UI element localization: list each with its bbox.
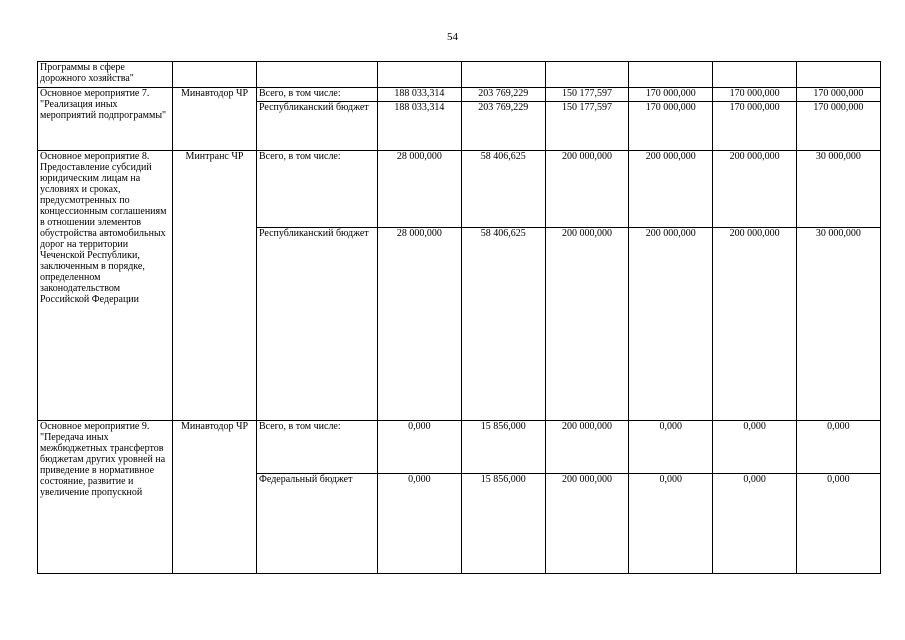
value-cell: 188 033,314 — [378, 102, 462, 151]
value-cell: 200 000,000 — [545, 474, 629, 574]
value-cell: 150 177,597 — [545, 102, 629, 151]
value-cell: 200 000,000 — [629, 151, 713, 228]
activity-name-cell: Основное мероприятие 8. Предоставление субсидий юридическим лицам на условиях и сроках, предусмотренных по концессионным соглашениям в отношении элементов обустройства автомобильных дорог на территории Чеченской Республики, заключенным в порядке, определенном законодательством Российской Федерации — [38, 151, 173, 421]
executor-cell — [173, 62, 257, 88]
value-cell: 200 000,000 — [629, 228, 713, 421]
value-cell: 170 000,000 — [796, 102, 880, 151]
value-cell: 58 406,625 — [461, 151, 545, 228]
value-cell: 0,000 — [713, 421, 797, 474]
value-cell: 170 000,000 — [796, 88, 880, 102]
value-cell: 15 856,000 — [461, 474, 545, 574]
funding-source-cell: Республиканский бюджет — [257, 102, 378, 151]
value-cell: 170 000,000 — [713, 102, 797, 151]
value-cell: 30 000,000 — [796, 151, 880, 228]
value-cell — [378, 62, 462, 88]
page-number: 54 — [447, 31, 458, 43]
value-cell — [796, 62, 880, 88]
funding-source-cell: Республиканский бюджет — [257, 228, 378, 421]
budget-table — [37, 61, 881, 574]
value-cell — [461, 62, 545, 88]
value-cell: 28 000,000 — [378, 151, 462, 228]
value-cell — [713, 62, 797, 88]
value-cell: 0,000 — [629, 474, 713, 574]
value-cell: 203 769,229 — [461, 102, 545, 151]
table-row — [38, 421, 881, 474]
table-row — [38, 62, 881, 88]
executor-cell: Минавтодор ЧР — [173, 421, 257, 574]
value-cell: 200 000,000 — [545, 421, 629, 474]
funding-source-cell: Всего, в том числе: — [257, 421, 378, 474]
value-cell — [545, 62, 629, 88]
value-cell: 200 000,000 — [545, 151, 629, 228]
value-cell: 0,000 — [796, 421, 880, 474]
value-cell: 28 000,000 — [378, 228, 462, 421]
funding-source-cell: Федеральный бюджет — [257, 474, 378, 574]
value-cell: 150 177,597 — [545, 88, 629, 102]
value-cell — [629, 62, 713, 88]
value-cell: 15 856,000 — [461, 421, 545, 474]
value-cell: 170 000,000 — [629, 88, 713, 102]
value-cell: 0,000 — [796, 474, 880, 574]
executor-cell: Минавтодор ЧР — [173, 88, 257, 151]
value-cell: 170 000,000 — [629, 102, 713, 151]
value-cell: 200 000,000 — [713, 228, 797, 421]
activity-name-cell: Основное мероприятие 7. "Реализация иных мероприятий подпрограммы" — [38, 88, 173, 151]
value-cell: 200 000,000 — [545, 228, 629, 421]
value-cell: 200 000,000 — [713, 151, 797, 228]
funding-source-cell: Всего, в том числе: — [257, 88, 378, 102]
value-cell: 170 000,000 — [713, 88, 797, 102]
value-cell: 0,000 — [378, 474, 462, 574]
value-cell: 0,000 — [713, 474, 797, 574]
executor-cell: Минтранс ЧР — [173, 151, 257, 421]
value-cell: 188 033,314 — [378, 88, 462, 102]
activity-name-cell: Программы в сфере дорожного хозяйства" — [38, 62, 173, 88]
table-row — [38, 151, 881, 228]
funding-source-cell — [257, 62, 378, 88]
table-row — [38, 88, 881, 102]
activity-name-cell: Основное мероприятие 9. "Передача иных межбюджетных трансфертов бюджетам других уровней на приведение в нормативное состояние, развитие и увеличение пропускной — [38, 421, 173, 574]
value-cell: 58 406,625 — [461, 228, 545, 421]
value-cell: 203 769,229 — [461, 88, 545, 102]
value-cell: 0,000 — [629, 421, 713, 474]
value-cell: 0,000 — [378, 421, 462, 474]
funding-source-cell: Всего, в том числе: — [257, 151, 378, 228]
value-cell: 30 000,000 — [796, 228, 880, 421]
